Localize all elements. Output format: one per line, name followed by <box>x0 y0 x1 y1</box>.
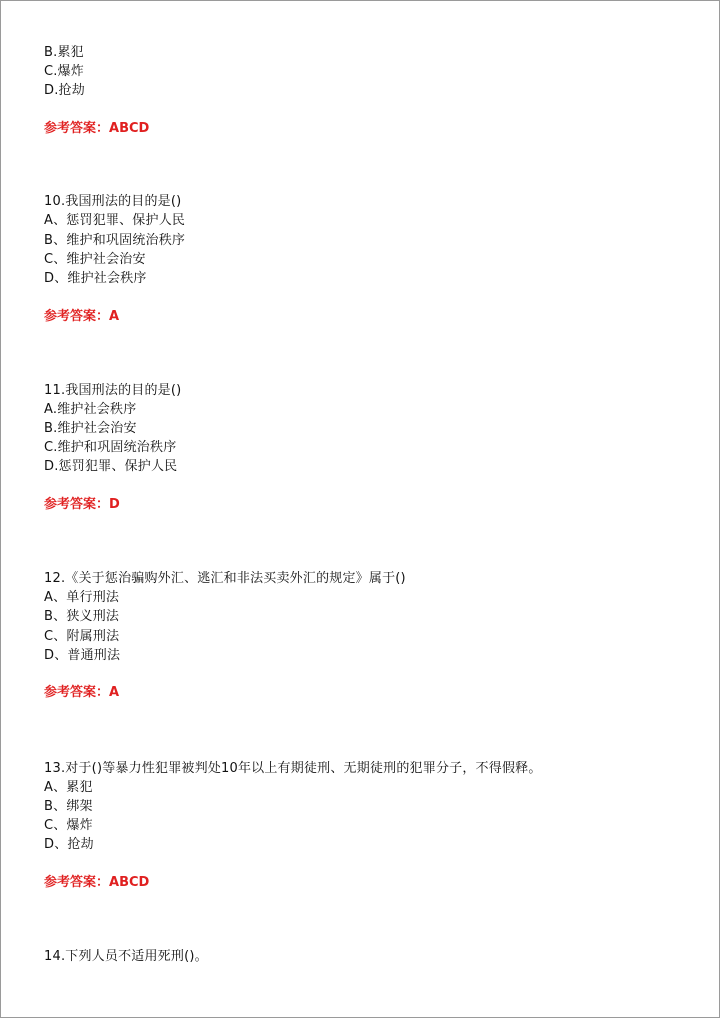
q11-answer <box>44 496 120 514</box>
q12-option-c: C、附属刑法 <box>44 629 120 644</box>
q10-answer <box>44 308 119 326</box>
answer-value: ABCD <box>109 875 150 890</box>
q13-question: 13.对于()等暴力性犯罪被判处10年以上有期徒刑、无期徒刑的犯罪分子，不得假释。 <box>44 761 542 776</box>
answer-label: 参考答案： <box>44 497 110 512</box>
q13-option-d: D、抢劫 <box>44 837 94 852</box>
q13-option-c: C、爆炸 <box>44 818 93 833</box>
q11-question: 11.我国刑法的目的是() <box>44 383 182 398</box>
q13-option-b: B、绑架 <box>44 799 93 814</box>
answer-value: A <box>109 309 120 324</box>
q10-question: 10.我国刑法的目的是() <box>44 194 182 209</box>
q12-option-a: A、单行刑法 <box>44 590 120 605</box>
answer-value: A <box>109 685 120 700</box>
q13-answer <box>44 874 149 892</box>
answer-label: 参考答案： <box>44 309 110 324</box>
q11-option-d: D.惩罚犯罪、保护人民 <box>44 459 178 474</box>
q12-option-d: D、普通刑法 <box>44 648 121 663</box>
q10-option-b: B、维护和巩固统治秩序 <box>44 233 186 248</box>
q9-option-d: D.抢劫 <box>44 83 85 98</box>
q14-question: 14.下列人员不适用死刑()。 <box>44 949 208 964</box>
answer-value: ABCD <box>109 121 150 136</box>
answer-label: 参考答案： <box>44 875 110 890</box>
q10-option-c: C、维护社会治安 <box>44 252 146 267</box>
answer-value: D <box>109 497 120 512</box>
q10-option-d: D、维护社会秩序 <box>44 271 147 286</box>
q9-option-c: C.爆炸 <box>44 64 85 79</box>
q13-option-a: A、累犯 <box>44 780 93 795</box>
q12-question: 12.《关于惩治骗购外汇、逃汇和非法买卖外汇的规定》属于() <box>44 571 406 586</box>
answer-label: 参考答案： <box>44 685 110 700</box>
q11-option-b: B.维护社会治安 <box>44 421 137 436</box>
q9-answer <box>44 120 149 138</box>
q12-answer <box>44 684 119 702</box>
q12-option-b: B、狭义刑法 <box>44 609 120 624</box>
q11-option-c: C.维护和巩固统治秩序 <box>44 440 177 455</box>
q10-option-a: A、惩罚犯罪、保护人民 <box>44 213 186 228</box>
q9-option-b: B.累犯 <box>44 45 84 60</box>
answer-label: 参考答案： <box>44 121 110 136</box>
q11-option-a: A.维护社会秩序 <box>44 402 137 417</box>
